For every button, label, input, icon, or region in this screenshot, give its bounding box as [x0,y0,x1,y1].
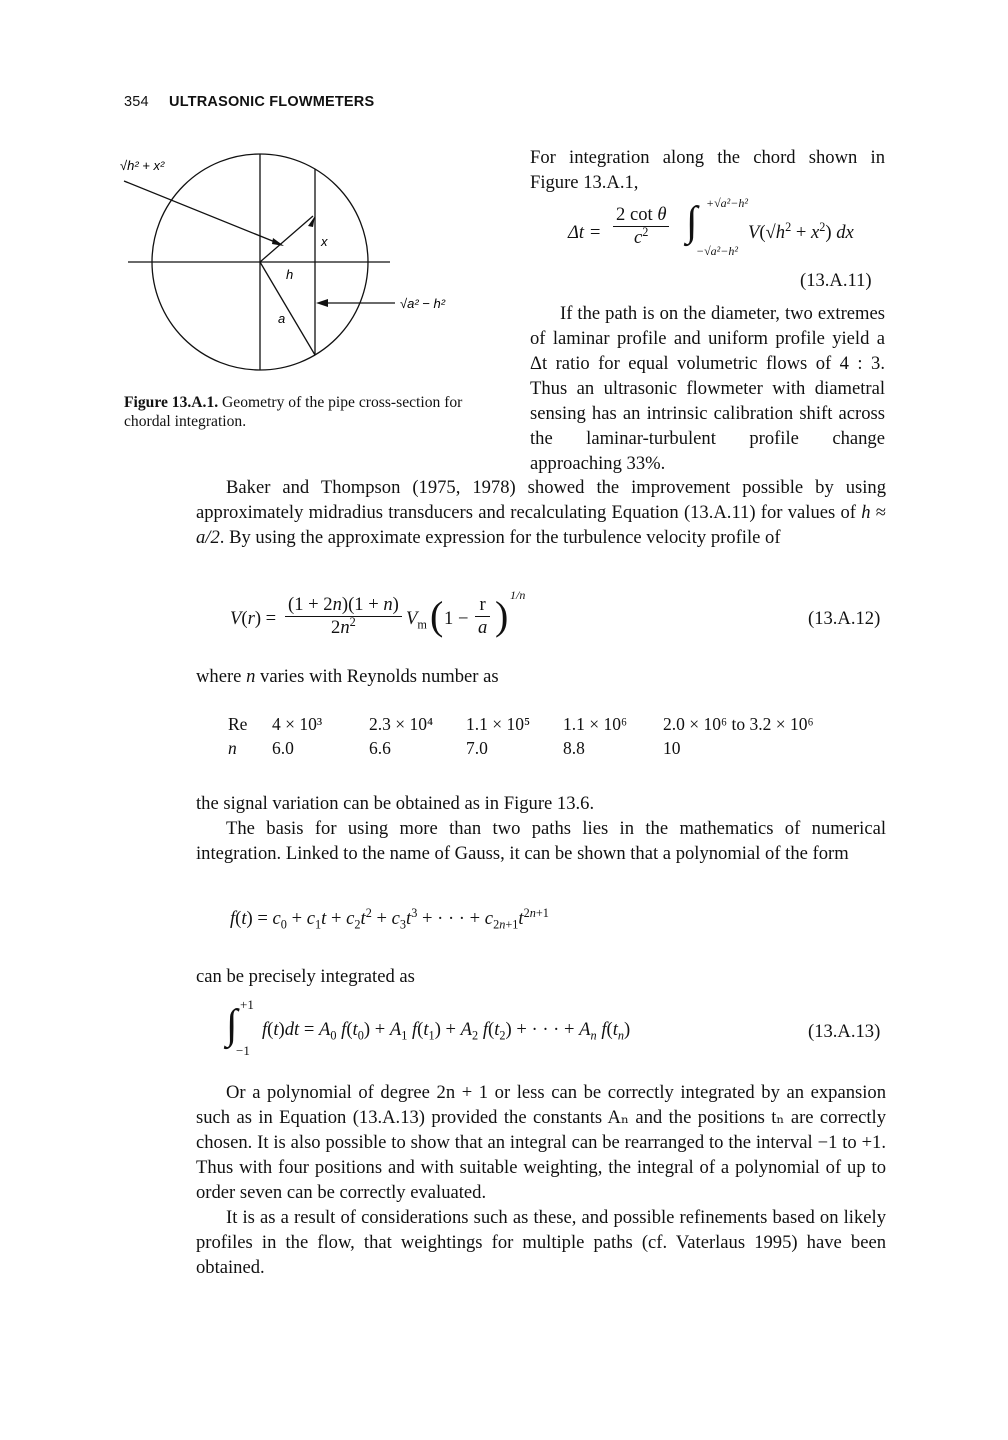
paragraph-where-n: where n varies with Reynolds number as [196,666,499,687]
table-row-n [228,738,814,762]
running-title: ULTRASONIC FLOWMETERS [169,94,375,110]
equation-13-a-13: ∫ +1 −1 $f(t)dt = A_0$ $f(t_0) + A_1$ $f(t_1) + A_2$ $f(t_2)$ + · · · + $A_n$ $f(t_n)$ [226,997,631,1058]
label-sqrt-h2x2: √h² + x² [120,158,165,173]
equation-number-11: (13.A.11) [800,270,872,291]
re-cell: 2.3 × 10⁴ [369,714,434,734]
paragraph-weightings: It is as a result of considerations such as these, and possible refinements based on likely profiles in the flow, that weightings for multiple paths (cf. Vaterlaus 1995) have been obtained. [196,1207,886,1278]
re-cell: 2.0 × 10⁶ to 3.2 × 10⁶ [663,714,814,734]
label-x: x [321,234,328,249]
table-row-re [228,714,814,738]
pipe-cross-section-figure [110,140,490,390]
figure-caption [124,393,494,431]
label-a: a [278,311,286,326]
page-number: 354 [124,94,149,110]
caption-text: Geometry of the pipe cross-section for chordal integration. [124,394,463,430]
reynolds-table [228,714,814,762]
caption-label: Figure 13.A.1. [124,394,219,411]
equation-number-12: (13.A.12) [808,608,881,629]
right-column-paragraph: If the path is on the diameter, two extremes of laminar profile and uniform profile yield a Δt ratio for equal volumetric flows of 4 : 3. Thus an ultrasonic flowmeter with diametral sensing has an intrinsic calibration shift across the laminar-turbulent profile change approaching 33%. [530,303,885,474]
paragraph-polynomial-degree: Or a polynomial of degree 2n + 1 or less can be correctly integrated by an expansion such as in Equation (13.A.13) provided the constants Aₙ and the positions tₙ are correctly chosen. It is also possible to show that an integral can be rearranged to the interval −1 to +1. Thus with four positions and with suitable weighting, the integral of a polynomial of up to order seven can be correctly evaluated. [196,1082,886,1203]
re-cell: 4 × 10³ [272,714,323,734]
n-cell: 6.0 [272,738,294,758]
equation-13-a-12: V(r) = $\frac{(1 + 2n)(1 + n)}{2n^2}$ $V_m$ ( 1 − $\frac{r}{a}$ ) 1/n [230,588,526,638]
n-cell: 8.8 [563,738,585,758]
paragraph-baker-thompson: Baker and Thompson (1975, 1978) showed the improvement possible by using approximately midradius transducers and recalculating Equation (13.A.11) for values of h ≈ a/2. By using the approximate expression for the turbulence velocity profile of [196,477,886,548]
row-label-n: n [228,738,237,758]
pointer-sqrt-h2x2 [124,181,280,244]
label-sqrt-a2h2: √a² − h² [400,296,446,311]
paragraph-signal-variation: the signal variation can be obtained as in Figure 13.6. [196,793,595,814]
label-h: h [286,267,294,282]
n-cell: 7.0 [466,738,488,758]
re-cell: 1.1 × 10⁵ [466,714,531,734]
equation-13-a-11: Δt = $\frac{\text{2 cot θ}}{c^2}$ ∫ +√a²−h² −√a²−h² $V(√h^2 + x^2)$ dx [568,196,854,258]
row-label-re: Re [228,714,248,734]
re-cell: 1.1 × 10⁶ [563,714,628,734]
arrowhead-left [316,299,328,307]
running-header [124,94,374,110]
equation-number-13: (13.A.13) [808,1021,881,1042]
paragraph-precisely-integrated: can be precisely integrated as [196,966,415,987]
paragraph-gauss: The basis for using more than two paths lies in the mathematics of numerical integration. Linked to the name of Gauss, it can be shown that a polynomial of the form [196,818,886,864]
n-cell: 10 [663,738,681,758]
right-column-intro: For integration along the chord shown in Figure 13.A.1, [530,147,885,193]
n-cell: 6.6 [369,738,391,758]
equation-polynomial: $f(t) = c_0 + c_1t + c_2t^2 + c_3t^3$ + · · · + $c_{2n+1}t^{2n+1}$ [230,905,549,932]
